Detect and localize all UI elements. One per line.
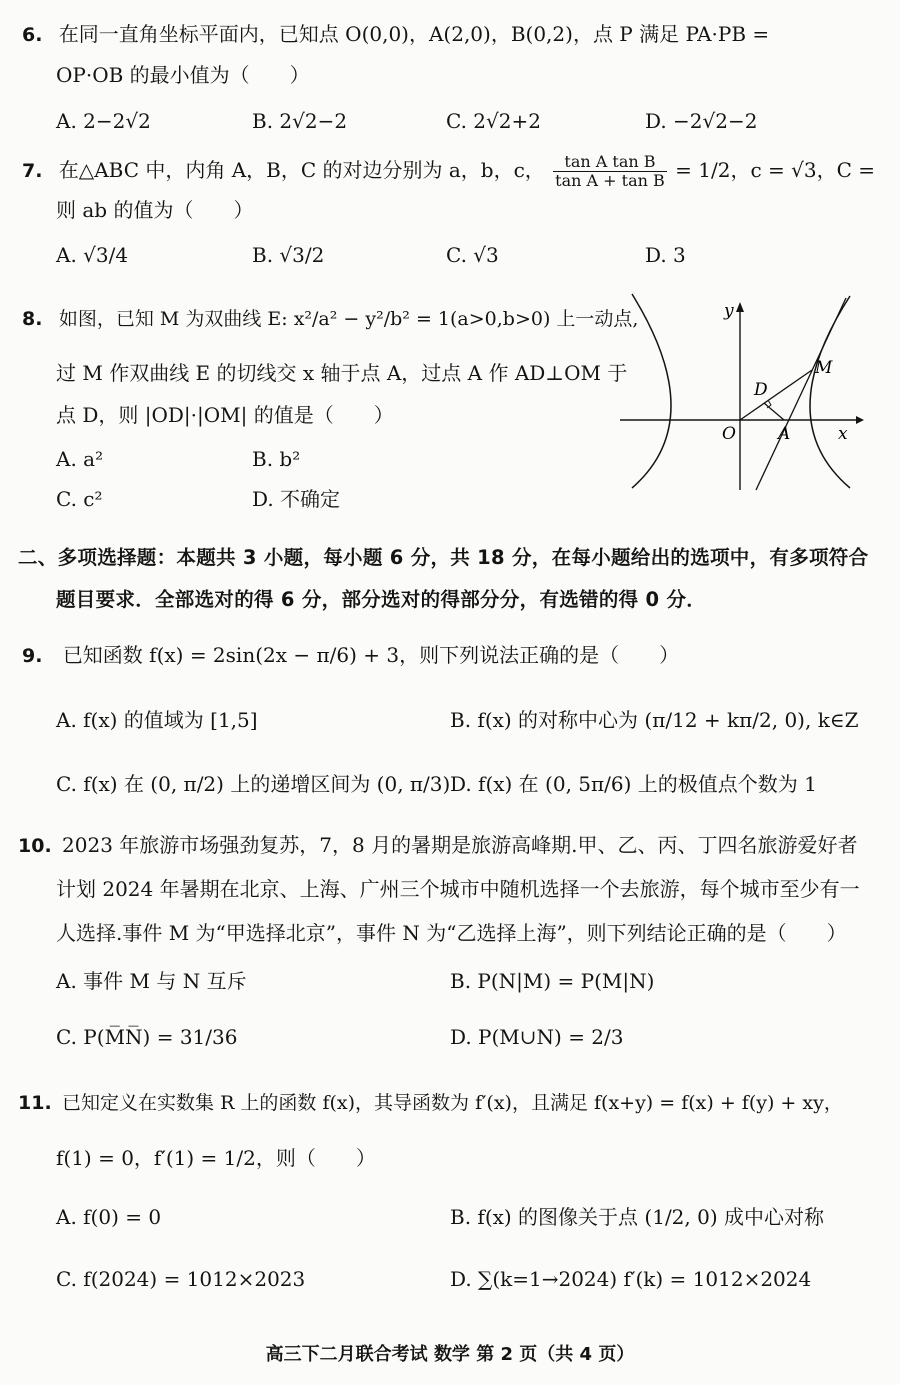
q9-stem — [22, 642, 679, 669]
q9-number: 9. — [22, 645, 43, 667]
q7-number: 7. — [22, 160, 43, 182]
q7-option-d: D. 3 — [645, 243, 686, 267]
q6-option-a: A. 2−2√2 — [56, 109, 151, 133]
q6-number: 6. — [22, 24, 43, 46]
q10-option-c: C. P(M̅N̅) = 31/36 — [56, 1025, 238, 1049]
q11-stem-text1: 已知定义在实数集 R 上的函数 f(x)，其导函数为 f′(x)，且满足 f(x+y) = f(x) + f(y) + xy， — [62, 1092, 843, 1114]
x-axis-arrow — [856, 416, 864, 424]
q10-stem-text1: 2023 年旅游市场强劲复苏，7，8 月的暑期是旅游高峰期.甲、乙、丙、丁四名旅游爱好者 — [62, 833, 858, 857]
q9-option-d: D. f(x) 在 (0, 5π/6) 上的极值点个数为 1 — [450, 772, 817, 796]
q7-stem-text1a: 在△ABC 中，内角 A，B，C 的对边分别为 a，b，c， — [58, 158, 545, 182]
q6-stem-line1 — [22, 21, 769, 48]
label-y: y — [724, 301, 734, 321]
q10-option-d: D. P(M∪N) = 2/3 — [450, 1025, 624, 1049]
section2-heading-line1: 二、多项选择题：本题共 3 小题，每小题 6 分，共 18 分，在每小题给出的选项中，有多项符合 — [18, 546, 869, 569]
section2-heading-line2: 题目要求．全部选对的得 6 分，部分选对的得部分分，有选错的得 0 分． — [56, 588, 707, 611]
q8-option-c: C. c² — [56, 487, 103, 511]
q8-option-b: B. b² — [252, 447, 301, 471]
q7-frac-denominator: tan A + tan B — [555, 171, 665, 190]
q11-number: 11. — [18, 1092, 52, 1114]
q8-number: 8. — [22, 308, 43, 330]
q10-option-b: B. P(N|M) = P(M|N) — [450, 969, 655, 993]
hyperbola-figure — [618, 292, 868, 492]
q7-option-a: A. √3/4 — [56, 243, 129, 267]
hyperbola-right-branch — [810, 296, 850, 488]
q11-option-a: A. f(0) = 0 — [56, 1205, 162, 1229]
q8-option-d: D. 不确定 — [252, 487, 341, 511]
q11-option-b: B. f(x) 的图像关于点 (1/2, 0) 成中心对称 — [450, 1205, 825, 1229]
q7-option-c: C. √3 — [446, 243, 499, 267]
q7-stem-line2: 则 ab 的值为（ ） — [56, 198, 254, 222]
q10-stem-line2: 计划 2024 年暑期在北京、上海、广州三个城市中随机选择一个去旅游，每个城市至少有一 — [56, 877, 860, 901]
tangent-line — [756, 298, 846, 490]
q6-option-d: D. −2√2−2 — [645, 109, 758, 133]
q11-stem-line1 — [18, 1089, 843, 1116]
q10-stem-line1 — [18, 832, 857, 859]
q7-stem-text1b: = 1/2，c = √3，C = — [675, 158, 876, 182]
label-o: O — [722, 424, 736, 444]
q10-stem-line3: 人选择.事件 M 为“甲选择北京”，事件 N 为“乙选择上海”，则下列结论正确的是（ ） — [56, 921, 847, 945]
q11-stem-line2: f(1) = 0，f′(1) = 1/2，则（ ） — [56, 1146, 376, 1170]
q6-stem-line2: OP·OB 的最小值为（ ） — [56, 63, 310, 87]
q10-number: 10. — [18, 835, 52, 857]
label-a: A — [778, 424, 791, 444]
label-d: D — [754, 380, 768, 400]
q9-option-c: C. f(x) 在 (0, π/2) 上的递增区间为 (0, π/3) — [56, 772, 451, 796]
q11-option-c: C. f(2024) = 1012×2023 — [56, 1267, 306, 1291]
hyperbola-left-branch — [632, 294, 671, 488]
q7-frac-numerator: tan A tan B — [553, 153, 667, 172]
q6-stem-text1: 在同一直角坐标平面内，已知点 O(0,0)，A(2,0)，B(0,2)，点 P 满足 PA·PB = — [58, 22, 770, 46]
q9-option-a: A. f(x) 的值域为 [1,5] — [56, 708, 258, 732]
q9-option-b: B. f(x) 的对称中心为 (π/12 + kπ/2, 0), k∈Z — [450, 708, 859, 732]
q8-stem-line1 — [22, 305, 638, 332]
segment-ad — [764, 403, 784, 420]
q8-stem-line2: 过 M 作双曲线 E 的切线交 x 轴于点 A，过点 A 作 AD⊥OM 于 — [56, 361, 628, 385]
q8-option-a: A. a² — [56, 447, 104, 471]
q6-option-c: C. 2√2+2 — [446, 109, 541, 133]
label-x: x — [838, 424, 848, 444]
q11-option-d: D. ∑(k=1→2024) f′(k) = 1012×2024 — [450, 1267, 812, 1291]
q8-stem-line3: 点 D，则 |OD|·|OM| 的值是（ ） — [56, 403, 394, 427]
q6-option-b: B. 2√2−2 — [252, 109, 348, 133]
q9-stem-text: 已知函数 f(x) = 2sin(2x − π/6) + 3，则下列说法正确的是（ ） — [62, 643, 680, 667]
q8-stem-text1: 如图，已知 M 为双曲线 E: x²/a² − y²/b² = 1(a>0,b>0) 上一动点, — [58, 308, 639, 330]
page-footer: 高三下二月联合考试 数学 第 2 页（共 4 页） — [265, 1344, 635, 1365]
q7-option-b: B. √3/2 — [252, 243, 325, 267]
label-m: M — [815, 358, 833, 378]
q10-option-a: A. 事件 M 与 N 互斥 — [56, 969, 247, 993]
q7-stem-line1 — [22, 153, 875, 190]
q7-fraction — [553, 153, 667, 190]
y-axis-arrow — [736, 302, 744, 312]
